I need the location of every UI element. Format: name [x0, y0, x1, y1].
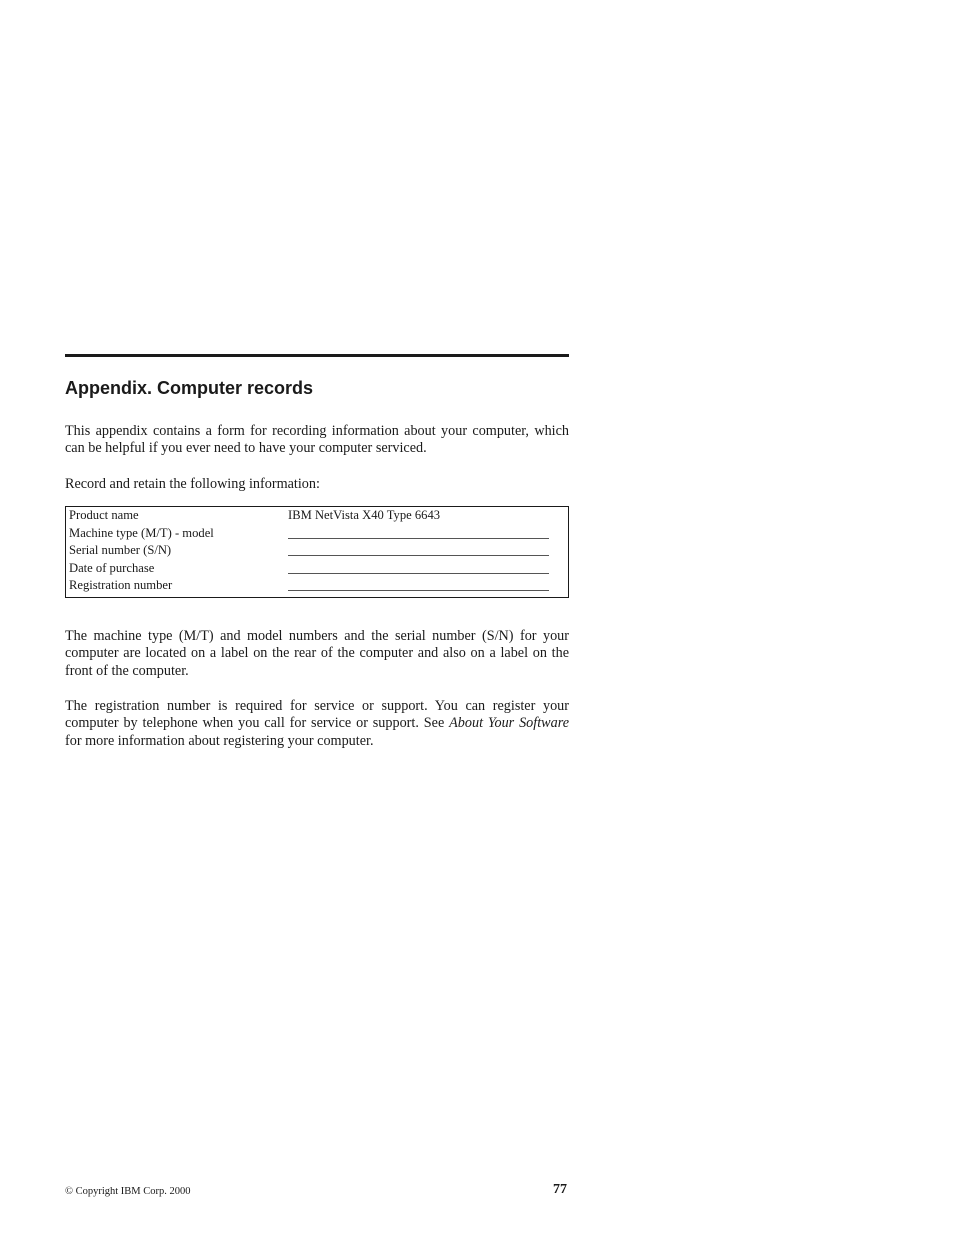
machine-type-paragraph: The machine type (M/T) and model numbers and the serial number (S/N) for your computer are located on a label on the rear of the computer and also on a label on the front of the computer. — [65, 628, 569, 679]
record-label: Product name — [69, 508, 139, 522]
instruction-paragraph: Record and retain the following information: — [65, 476, 320, 492]
intro-paragraph: This appendix contains a form for recording information about your computer, which can be helpful if you ever need to have your computer serviced. — [65, 423, 569, 457]
record-row-product-name — [66, 507, 568, 525]
record-row-registration-number — [66, 577, 568, 595]
record-label: Serial number (S/N) — [69, 543, 172, 557]
machine-type-blank-line — [288, 538, 549, 539]
record-row-date-of-purchase — [66, 560, 568, 578]
record-label: Registration number — [69, 578, 173, 592]
computer-records-form — [65, 506, 569, 598]
product-name-value: IBM NetVista X40 Type 6643 — [288, 508, 441, 522]
record-label: Machine type (M/T) - model — [69, 525, 214, 540]
copyright-notice: © Copyright IBM Corp. 2000 — [65, 1186, 191, 1197]
registration-number-blank-line — [288, 590, 549, 591]
record-row-machine-type — [66, 525, 568, 543]
date-of-purchase-blank-line — [288, 573, 549, 574]
chapter-top-rule — [65, 354, 569, 357]
registration-paragraph — [65, 698, 569, 750]
book-title-link: About Your Software — [449, 715, 569, 732]
serial-number-blank-line — [288, 555, 549, 556]
registration-text-start: The registration number is required for service or support. You can register your computer by telephone when you call for service or support. See — [65, 698, 569, 732]
page-number: 77 — [553, 1182, 567, 1197]
page-title: Appendix. Computer records — [65, 378, 314, 398]
registration-text-end: for more information about registering your computer. — [65, 732, 374, 749]
record-row-serial-number — [66, 542, 568, 560]
record-label: Date of purchase — [69, 560, 155, 575]
